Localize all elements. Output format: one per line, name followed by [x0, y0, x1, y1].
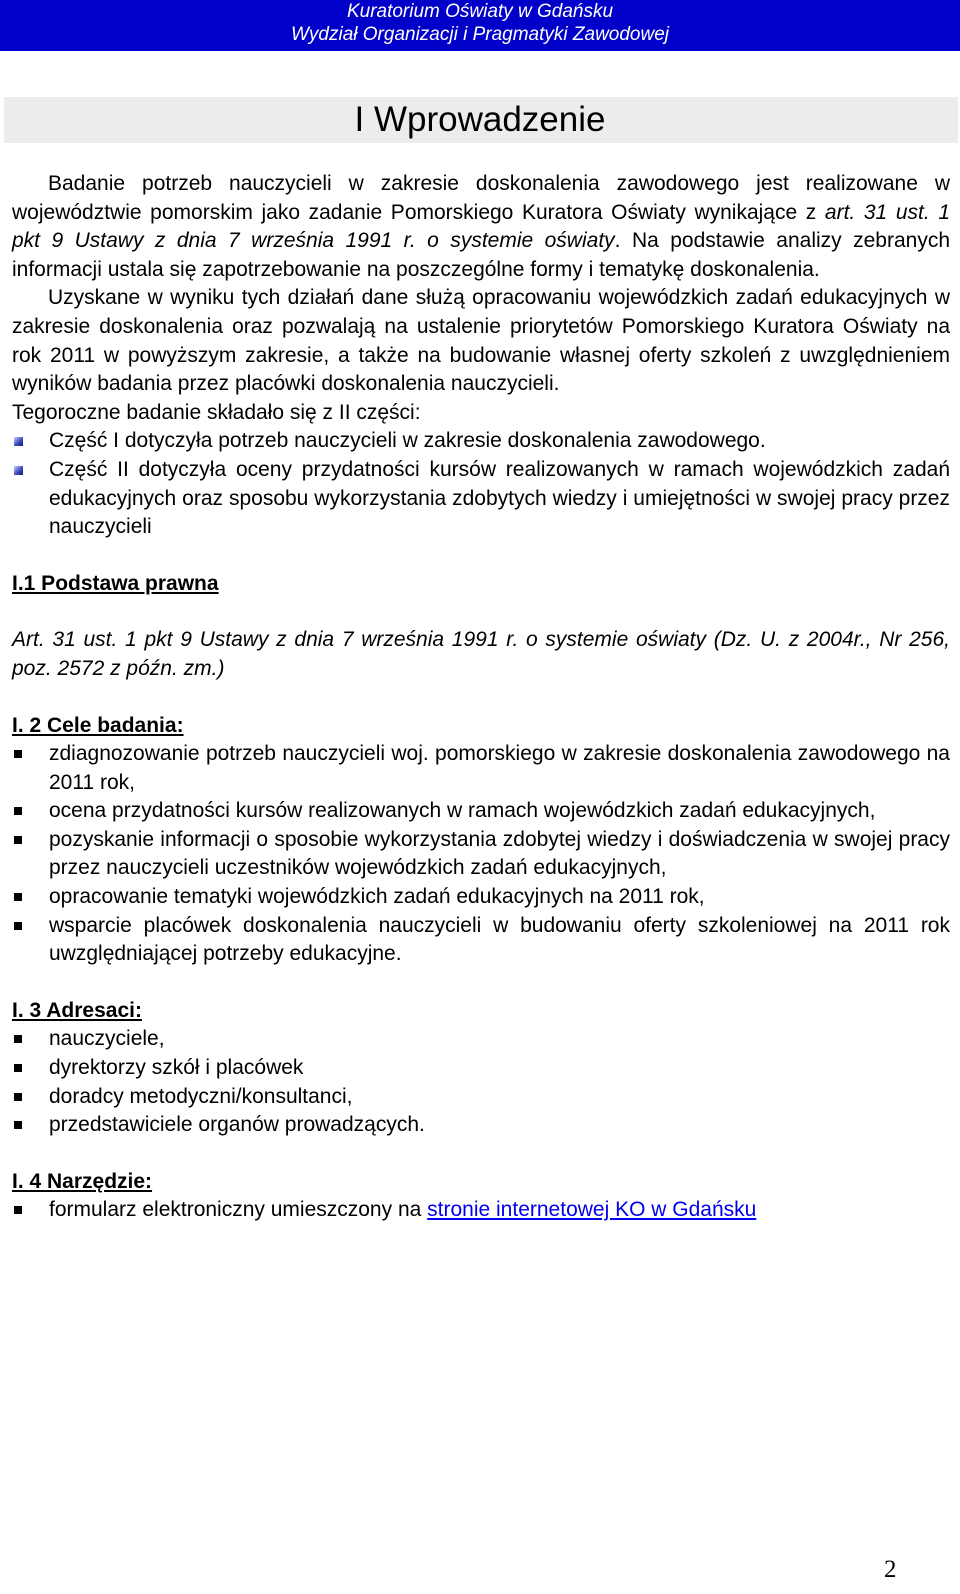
intro-p1-citation: art. 31 ust. 1 pkt 9 Ustawy z dnia 7 września 1991 r. o systemie oświaty: [12, 200, 950, 253]
intro-p1-text-end: . Na podstawie analizy zebranych informacji ustala się zapotrzebowanie na poszczególne formy i tematykę doskonalenia.: [12, 229, 950, 281]
list-item: doradcy metodyczni/konsultanci,: [12, 1083, 950, 1112]
intro-paragraph-1: [12, 170, 950, 284]
section-heading-goals: I. 2 Cele badania:: [12, 713, 184, 737]
list-item: opracowanie tematyki wojewódzkich zadań edukacyjnych na 2011 rok,: [12, 883, 950, 912]
header-department: Wydział Organizacji i Pragmatyki Zawodowej: [290, 24, 669, 45]
page-header: [0, 0, 960, 51]
parts-list: [12, 427, 950, 541]
ko-gdansk-website-link[interactable]: stronie internetowej KO w Gdańsku: [427, 1198, 757, 1222]
list-item: dyrektorzy szkół i placówek: [12, 1054, 950, 1083]
page-title: I Wprowadzenie: [354, 100, 606, 139]
list-item: Część II dotyczyła oceny przydatności kursów realizowanych w ramach wojewódzkich zadań edukacyjnych oraz sposobu wykorzystania zdobytych wiedzy i umiejętności w swojej pracy przez nauczycieli: [12, 456, 950, 542]
legal-basis-citation: Art. 31 ust. 1 pkt 9 Ustawy z dnia 7 września 1991 r. o systemie oświaty (Dz. U. z 2004r., Nr 256, poz. 2572 z późn. zm.): [12, 628, 950, 680]
page-number: 2: [884, 1556, 897, 1583]
list-item: zdiagnozowanie potrzeb nauczycieli woj. pomorskiego w zakresie doskonalenia zawodowego na 2011 rok,: [12, 740, 950, 797]
list-item: wsparcie placówek doskonalenia nauczycieli w budowaniu oferty szkoleniowej na 2011 rok uwzględniającej potrzeby edukacyjne.: [12, 912, 950, 969]
header-institution: Kuratorium Oświaty w Gdańsku: [346, 1, 614, 22]
legal-basis-text: [12, 626, 950, 683]
tool-text: formularz elektroniczny umieszczony na: [49, 1198, 428, 1222]
section-heading-legal-basis: I.1 Podstawa prawna: [12, 571, 219, 595]
list-item: pozyskanie informacji o sposobie wykorzystania zdobytej wiedzy i doświadczenia w swojej pracy przez nauczycieli uczestników wojewódzkich zadań edukacyjnych,: [12, 826, 950, 883]
goals-list: [12, 740, 950, 969]
intro-paragraph-2: Uzyskane w wyniku tych działań dane służą opracowaniu wojewódzkich zadań edukacyjnych w zakresie doskonalenia oraz pozwalają na ustalenie priorytetów Pomorskiego Kuratora Oświaty na rok 2011 w powyższym zakresie, a także na budowanie własnej oferty szkoleń z uwzględnieniem wyników badania przez placówki doskonalenia nauczycieli.: [12, 286, 950, 396]
list-item: Część I dotyczyła potrzeb nauczycieli w zakresie doskonalenia zawodowego.: [12, 427, 950, 456]
intro-paragraph-3: Tegoroczne badanie składało się z II części:: [12, 400, 421, 424]
list-item: ocena przydatności kursów realizowanych w ramach wojewódzkich zadań edukacyjnych,: [12, 797, 950, 826]
list-item: [12, 1196, 950, 1225]
intro-p1-text: Badanie potrzeb nauczycieli w zakresie doskonalenia zawodowego jest realizowane w województwie pomorskim jako zadanie Pomorskiego Kuratora Oświaty wynikające z: [12, 172, 950, 224]
document-body: [12, 170, 950, 1225]
list-item: przedstawiciele organów prowadzących.: [12, 1111, 950, 1140]
list-item: nauczyciele,: [12, 1025, 950, 1054]
section-heading-recipients: I. 3 Adresaci:: [12, 998, 142, 1022]
recipients-list: [12, 1025, 950, 1139]
section-heading-tool: I. 4 Narzędzie:: [12, 1169, 153, 1193]
tool-list: [12, 1196, 950, 1225]
